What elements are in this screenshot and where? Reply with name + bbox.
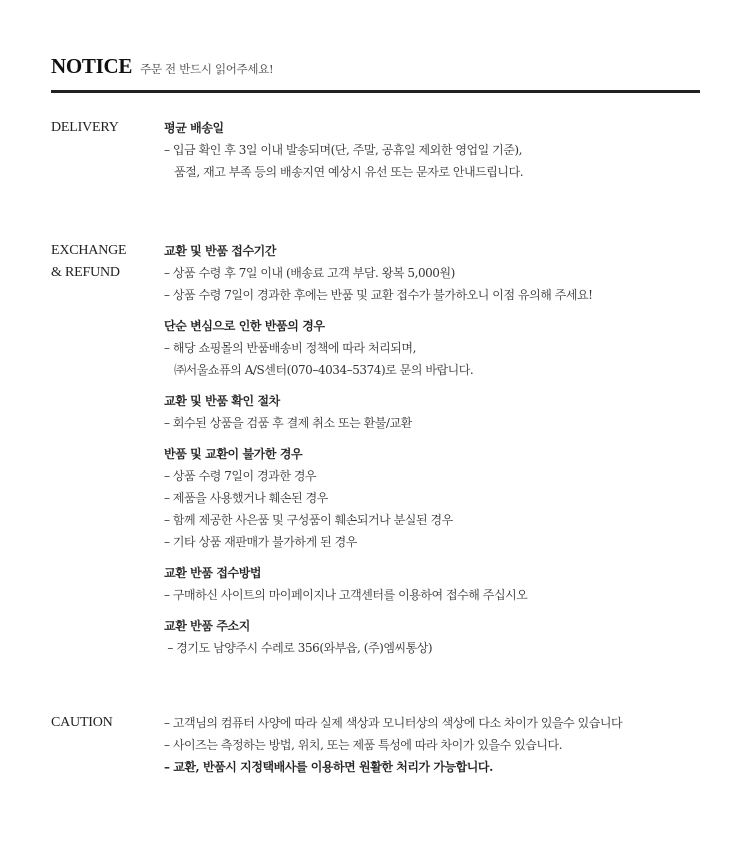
- notice-line: – 회수된 상품을 검품 후 결제 취소 또는 환불/교환: [164, 416, 412, 430]
- exchange-group-not-allowed: [164, 443, 724, 553]
- notice-line: – 구매하신 사이트의 마이페이지나 고객센터를 이용하여 접수해 주십시오: [164, 588, 528, 602]
- notice-line: – 입금 확인 후 3일 이내 발송되며(단, 주말, 공휴일 제외한 영업일 기준),: [164, 143, 522, 157]
- group-title: 단순 변심으로 인한 반품의 경우: [164, 319, 325, 333]
- notice-header: [51, 54, 273, 79]
- group-title: 교환 반품 주소지: [164, 619, 250, 633]
- notice-line: – 상품 수령 7일이 경과한 후에는 반품 및 교환 접수가 불가하오니 이점 유의해 주세요!: [164, 288, 593, 302]
- notice-line: 품절, 재고 부족 등의 배송지연 예상시 유선 또는 문자로 안내드립니다.: [164, 165, 524, 179]
- delivery-body: [164, 117, 724, 192]
- notice-line: – 함께 제공한 사은품 및 구성품이 훼손되거나 분실된 경우: [164, 513, 453, 527]
- notice-line: – 상품 수령 후 7일 이내 (배송료 고객 부담. 왕복 5,000원): [164, 266, 455, 280]
- notice-line: – 기타 상품 재판매가 불가하게 된 경우: [164, 535, 357, 549]
- caution-body: [164, 712, 724, 778]
- exchange-group-address: [164, 615, 724, 659]
- exchange-group-procedure: [164, 390, 724, 434]
- group-title: 평균 배송일: [164, 121, 224, 135]
- exchange-refund-body: [164, 240, 724, 668]
- notice-line: – 교환, 반품시 지정택배사를 이용하면 원활한 처리가 가능합니다.: [164, 760, 493, 774]
- group-title: 교환 및 반품 접수기간: [164, 244, 277, 258]
- exchange-refund-label: EXCHANGE & REFUND: [51, 243, 127, 280]
- exchange-group-period: [164, 240, 724, 306]
- delivery-group-average: [164, 117, 724, 183]
- notice-line: – 고객님의 컴퓨터 사양에 따라 실제 색상과 모니터상의 색상에 다소 차이가 있을수 있습니다: [164, 716, 623, 730]
- group-title: 반품 및 교환이 불가한 경우: [164, 447, 303, 461]
- group-title: 교환 및 반품 확인 절차: [164, 394, 280, 408]
- delivery-label: DELIVERY: [51, 120, 119, 135]
- exchange-group-method: [164, 562, 724, 606]
- exchange-group-simple-change: [164, 315, 724, 381]
- header-divider: [51, 90, 700, 93]
- page-subtitle: 주문 전 반드시 읽어주세요!: [140, 62, 274, 76]
- notice-line: – 경기도 남양주시 수레로 356(와부읍, (주)엠씨통상): [164, 641, 433, 655]
- notice-line: ㈜서울쇼퓨의 A/S센터(070–4034–5374)로 문의 바랍니다.: [164, 363, 474, 377]
- notice-line: – 상품 수령 7일이 경과한 경우: [164, 469, 317, 483]
- notice-line: – 해당 쇼핑몰의 반품배송비 정책에 따라 처리되며,: [164, 341, 416, 355]
- group-title: 교환 반품 접수방법: [164, 566, 262, 580]
- page-title: NOTICE: [51, 54, 133, 78]
- notice-line: – 제품을 사용했거나 훼손된 경우: [164, 491, 328, 505]
- caution-label: CAUTION: [51, 715, 113, 730]
- notice-line: – 사이즈는 측정하는 방법, 위치, 또는 제품 특성에 따라 차이가 있을수 있습니다.: [164, 738, 563, 752]
